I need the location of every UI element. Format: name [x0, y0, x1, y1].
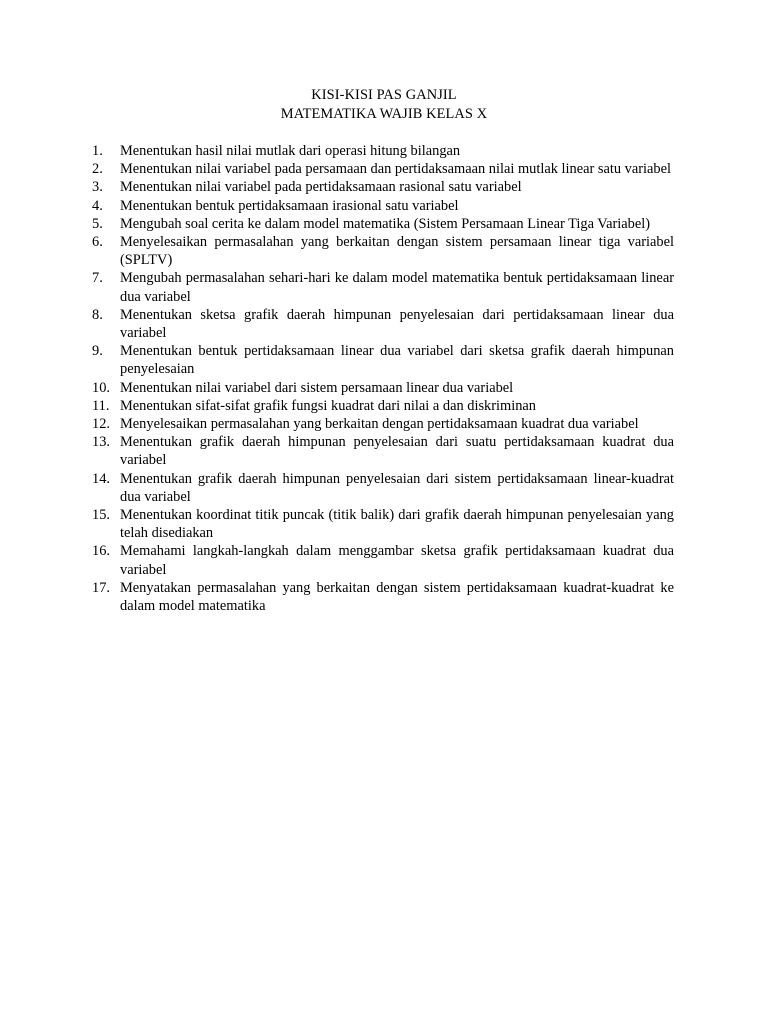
item-text: Menentukan sifat-sifat grafik fungsi kuadrat dari nilai a dan diskriminan — [120, 397, 537, 414]
item-text: Menentukan nilai variabel dari sistem persamaan linear dua variabel — [120, 379, 514, 396]
item-text: Menentukan sketsa grafik daerah himpunan penyelesaian dari pertidaksamaan linear dua variabel — [120, 306, 674, 342]
item-text: Menentukan nilai variabel pada pertidaksamaan rasional satu variabel — [120, 179, 522, 196]
item-text: Mengubah permasalahan sehari-hari ke dalam model matematika bentuk pertidaksamaan linear dua variabel — [120, 270, 674, 305]
list-item — [92, 379, 674, 397]
list-item — [92, 415, 674, 433]
list-item — [92, 306, 674, 342]
item-number: 10. — [92, 379, 110, 396]
list-item — [92, 160, 674, 178]
item-text: Menentukan bentuk pertidaksamaan irasional satu variabel — [120, 197, 459, 214]
list-item — [92, 269, 674, 305]
list-item — [92, 542, 674, 578]
item-number: 3. — [92, 179, 103, 196]
item-text: Menyatakan permasalahan yang berkaitan dengan sistem pertidaksamaan kuadrat-kuadrat ke dalam model matematika — [120, 579, 674, 615]
item-number: 8. — [92, 306, 103, 323]
list-item — [92, 215, 674, 233]
list-item — [92, 178, 674, 196]
item-text: Mengubah soal cerita ke dalam model matematika (Sistem Persamaan Linear Tiga Variabel) — [120, 215, 651, 232]
item-number: 12. — [92, 416, 110, 433]
item-text: Menentukan bentuk pertidaksamaan linear dua variabel dari sketsa grafik daerah himpunan penyelesaian — [120, 343, 674, 378]
item-number: 7. — [92, 270, 103, 287]
item-number: 13. — [92, 434, 110, 451]
item-text: Menentukan nilai variabel pada persamaan dan pertidaksamaan nilai mutlak linear satu variabel — [120, 161, 672, 178]
item-text: Menyelesaikan permasalahan yang berkaitan dengan pertidaksamaan kuadrat dua variabel — [120, 416, 639, 433]
list-item — [92, 233, 674, 269]
item-text: Menentukan grafik daerah himpunan penyelesaian dari sistem pertidaksamaan linear-kuadrat dua variabel — [120, 470, 674, 505]
item-number: 11. — [92, 397, 110, 414]
list-item — [92, 342, 674, 378]
item-number: 9. — [92, 343, 103, 360]
item-number: 4. — [92, 197, 103, 214]
item-text: Menentukan hasil nilai mutlak dari operasi hitung bilangan — [120, 143, 461, 159]
item-number: 15. — [92, 507, 110, 524]
item-text: Memahami langkah-langkah dalam menggambar sketsa grafik pertidaksamaan kuadrat dua variabel — [120, 543, 674, 578]
item-text: Menentukan koordinat titik puncak (titik balik) dari grafik daerah himpunan penyelesaian yang telah disediakan — [120, 507, 674, 542]
item-number: 5. — [92, 215, 103, 232]
objectives-list — [92, 142, 674, 615]
document-title: KISI-KISI PAS GANJIL — [311, 87, 457, 103]
list-item — [92, 142, 674, 160]
list-item — [92, 197, 674, 215]
list-item — [92, 506, 674, 542]
list-item — [92, 397, 674, 415]
document-subtitle: MATEMATIKA WAJIB KELAS X — [280, 105, 488, 122]
item-number: 6. — [92, 234, 103, 251]
list-item — [92, 579, 674, 615]
list-item — [92, 470, 674, 506]
list-item — [92, 433, 674, 469]
item-number: 2. — [92, 161, 103, 178]
item-number: 17. — [92, 579, 110, 596]
item-text: Menyelesaikan permasalahan yang berkaitan dengan sistem persamaan linear tiga variabel (SPLTV) — [120, 234, 674, 269]
item-text: Menentukan grafik daerah himpunan penyelesaian dari suatu pertidaksamaan kuadrat dua variabel — [120, 434, 674, 469]
item-number: 16. — [92, 543, 110, 560]
item-number: 1. — [92, 143, 103, 159]
document-header — [0, 86, 768, 123]
item-number: 14. — [92, 470, 110, 487]
